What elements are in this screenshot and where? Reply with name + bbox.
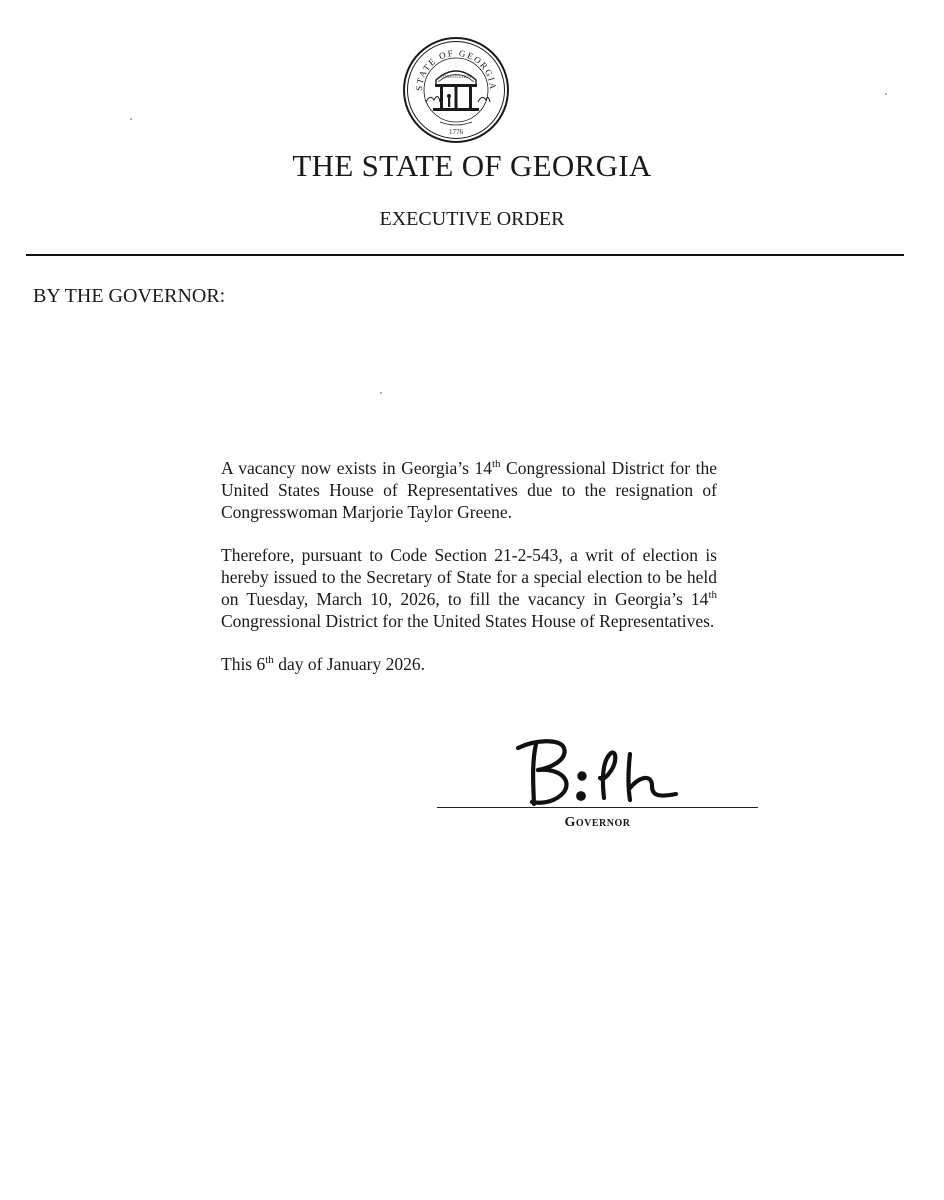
ordinal-suffix: th: [491, 458, 501, 471]
seal-year: 1776: [449, 128, 463, 136]
by-the-governor-heading: BY THE GOVERNOR:: [33, 285, 226, 307]
ordinal-suffix: th: [708, 589, 717, 602]
scan-speck: [885, 93, 887, 95]
paragraph-date-text-a: This 6: [221, 654, 266, 674]
paragraph-vacancy: [221, 457, 717, 523]
document-subtitle: EXECUTIVE ORDER: [379, 208, 565, 230]
ordinal-suffix: th: [265, 654, 274, 667]
paragraph-date: [221, 653, 717, 675]
scan-speck: [380, 392, 382, 394]
document-title: THE STATE OF GEORGIA: [292, 148, 652, 183]
paragraph-vacancy-text-b: Congressional District for the United States House of Representatives due to the resignation of Congresswoman Marjorie Taylor Greene.: [221, 458, 718, 522]
order-body: [221, 457, 717, 696]
paragraph-writ-text-b: Congressional District for the United States House of Representatives.: [221, 611, 715, 631]
seal-ring-text: STATE OF GEORGIA: [413, 47, 499, 92]
seal-inner-text: CONSTITUTION: [440, 74, 472, 79]
signature-caption: Governor: [564, 815, 631, 830]
paragraph-writ: [221, 544, 717, 632]
state-seal-icon: [402, 36, 510, 144]
scan-speck: [130, 118, 132, 120]
paragraph-writ-text-a: Therefore, pursuant to Code Section 21-2-543, a writ of election is hereby issued to the Secretary of State for a special election to be held on Tuesday, March 10, 2026, to fill the vacancy in Georgia’s 14: [221, 545, 717, 609]
paragraph-vacancy-text-a: A vacancy now exists in Georgia’s 14: [221, 458, 492, 478]
governor-signature: [506, 732, 696, 810]
signature-line: [437, 807, 758, 808]
paragraph-date-text-b: day of January 2026.: [273, 654, 425, 674]
header-divider: [26, 254, 904, 256]
